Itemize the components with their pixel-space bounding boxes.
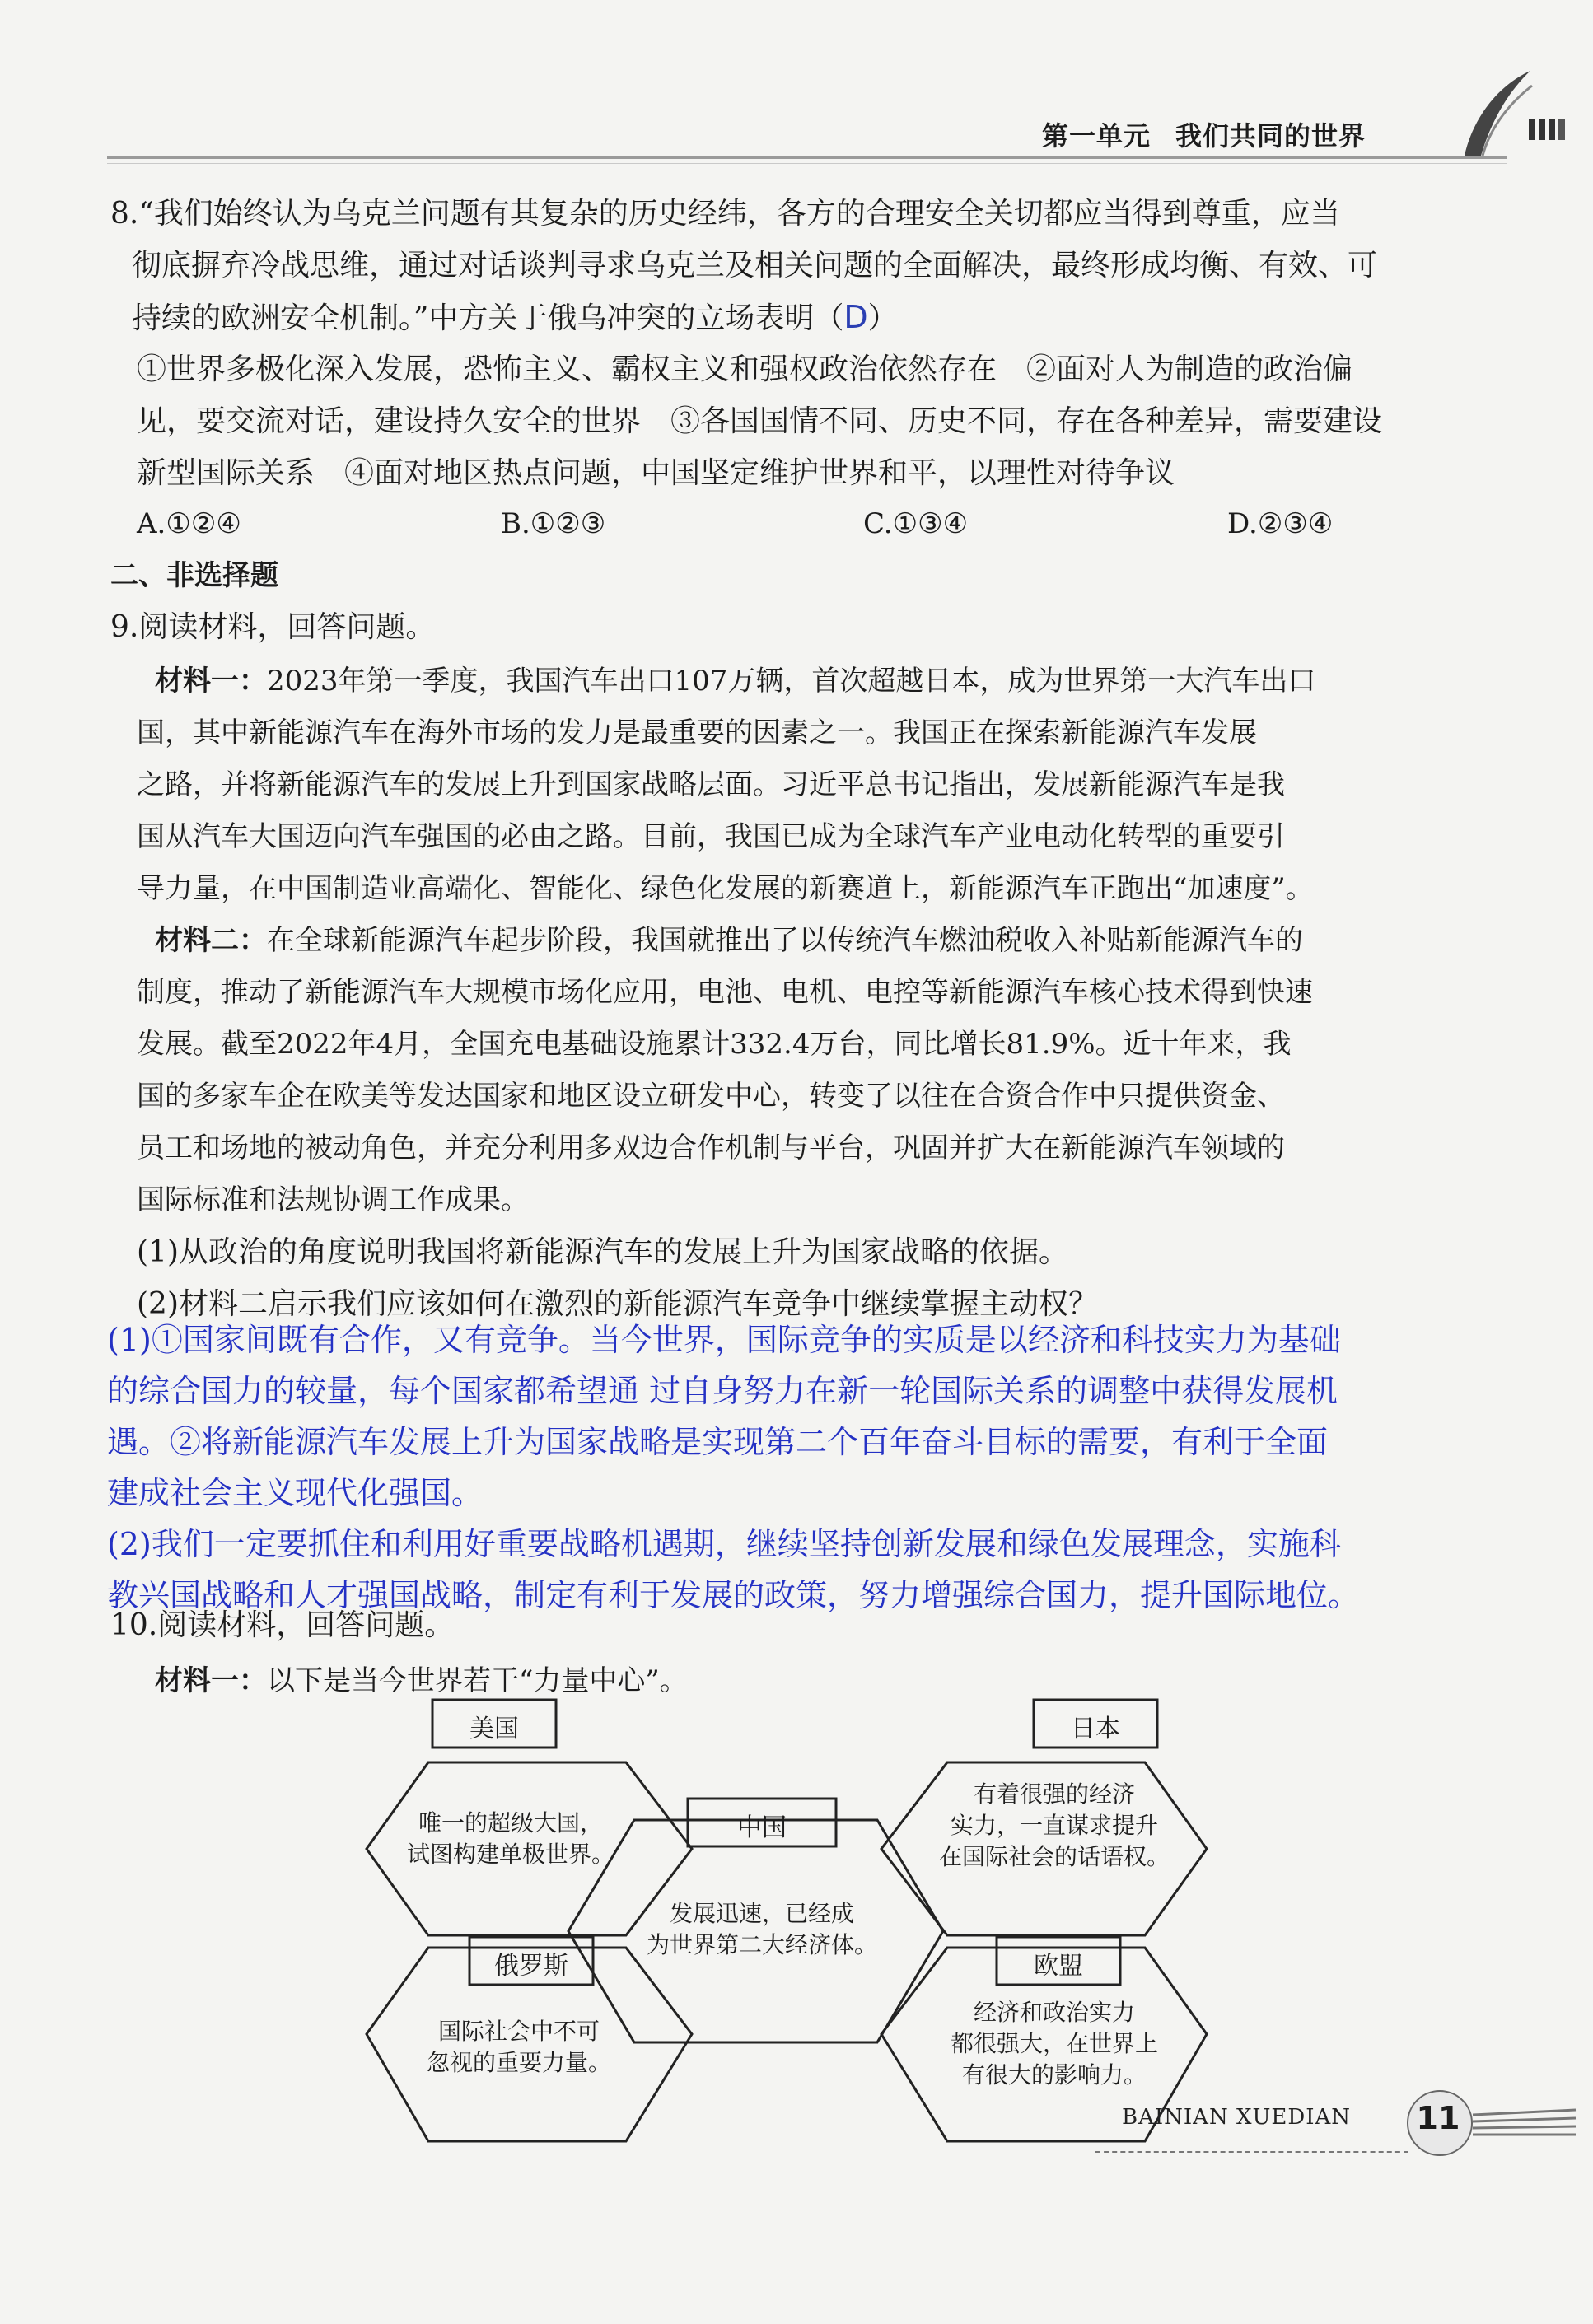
q9-material1-line2: 国，其中新能源汽车在海外市场的发力是最重要的因素之一。我国正在探索新能源汽车发展 [137,716,1257,749]
eu-desc-line2: 都很强大，在世界上 [950,2030,1158,2057]
q9-material2-line3: 发展。截至2022年4月，全国充电基础设施累计332.4万台，同比增长81.9%。近十年来，我 [137,1028,1292,1061]
q9-answer-line1: (1)①国家间既有合作，又有竞争。当今世界，国际竞争的实质是以经济和科技实力为基础 [107,1322,1341,1358]
q8-choice-a: A.①②④ [137,507,241,540]
russia-label: 俄罗斯 [494,1952,568,1981]
q8-option-line1: ①世界多极化深入发展，恐怖主义、霸权主义和强权政治依然存在 ②面对人为制造的政治偏 [137,352,1353,386]
unit-title [1042,115,1366,153]
header-rule-thin [107,163,1507,164]
unit-number: 第一单元 [1042,120,1152,152]
q8-stem-line1: 8.“我们始终认为乌克兰问题有其复杂的历史经纬，各方的合理安全关切都应当得到尊重，应当 [110,197,1340,231]
q9-answer-line6: 教兴国战略和人才强国战略，制定有利于发展的政策，努力增强综合国力，提升国际地位。 [107,1577,1360,1613]
russia-desc-line1: 国际社会中不可 [437,2018,600,2045]
q8-stem-line3-text: 持续的欧洲安全机制。”中方关于俄乌冲突的立场表明（ [132,301,844,335]
china-label: 中国 [737,1813,787,1842]
q9-material1-line5: 导力量，在中国制造业高端化、智能化、绿色化发展的新赛道上，新能源汽车正跑出“加速度”。 [137,872,1314,905]
usa-desc-line1: 唯一的超级大国， [418,1809,603,1836]
q8-choice-d: D.②③④ [1227,507,1334,540]
usa-desc-line2: 试图构建单极世界。 [406,1841,614,1868]
q9-answer-line4: 建成社会主义现代化强国。 [107,1475,484,1511]
q10-material1-label: 材料一： [155,1664,267,1697]
q8-option-line2: 见，要交流对话，建设持久安全的世界 ③各国国情不同、历史不同，存在各种差异，需要建设 [137,404,1383,438]
q9-material2-text1: 在全球新能源汽车起步阶段，我国就推出了以传统汽车燃油税收入补贴新能源汽车的 [267,924,1303,957]
q10-title: 10.阅读材料，回答问题。 [110,1608,455,1642]
footer-brand: BAINIAN XUEDIAN [1122,2105,1352,2130]
q9-subquestion2: (2)材料二启示我们应该如何在激烈的新能源汽车竞争中继续掌握主动权？ [137,1287,1098,1321]
page-footer [1095,2075,1590,2182]
section-heading: 二、非选择题 [110,559,278,592]
q9-material2-line6: 国际标准和法规协调工作成果。 [137,1183,529,1216]
q8-stem-line3 [132,292,898,344]
q9-material2-line4: 国的多家车企在欧美等发达国家和地区设立研发中心，转变了以往在合资合作中只提供资金、 [137,1080,1285,1113]
q9-answer-line3: 遇。②将新能源汽车发展上升为国家战略是实现第二个百年奋斗目标的需要，有利于全面 [107,1424,1329,1460]
q9-material1-line4: 国从汽车大国迈向汽车强国的必由之路。目前，我国已成为全球汽车产业电动化转型的重要引 [137,820,1285,853]
q9-material1-line3: 之路，并将新能源汽车的发展上升到国家战略层面。习近平总书记指出，发展新能源汽车是我 [137,768,1285,801]
page-header [107,97,1581,188]
china-desc-line1: 发展迅速，已经成 [669,1900,854,1927]
eu-label: 欧盟 [1034,1952,1083,1981]
q9-material2-line2: 制度，推动了新能源汽车大规模市场化应用，电池、电机、电控等新能源汽车核心技术得到快速 [137,976,1313,1009]
russia-desc-line2: 忽视的重要力量。 [426,2049,611,2076]
q9-title: 9.阅读材料，回答问题。 [110,610,436,644]
q8-choice-b: B.①②③ [501,507,606,540]
usa-label: 美国 [469,1715,519,1743]
q10-material1-text: 以下是当今世界若干“力量中心”。 [267,1664,688,1697]
q8-close-paren: ） [867,301,898,335]
q9-answer-line5: (2)我们一定要抓住和利用好重要战略机遇期，继续坚持创新发展和绿色发展理念，实施科 [107,1526,1341,1562]
page-number: 11 [1416,2100,1460,2136]
q8-option-line3: 新型国际关系 ④面对地区热点问题，中国坚定维护世界和平，以理性对待争议 [137,456,1175,490]
q9-material2-line1 [155,915,1303,967]
q9-material1-line1 [155,656,1315,707]
q9-material2-line5: 员工和场地的被动角色，并充分利用多双边合作机制与平台，巩固并扩大在新能源汽车领域的 [137,1132,1285,1164]
unit-name: 我们共同的世界 [1175,120,1366,152]
q8-stem-line2: 彻底摒弃冷战思维，通过对话谈判寻求乌克兰及相关问题的全面解决，最终形成均衡、有效、可 [132,249,1378,282]
footer-dash-rule [1095,2151,1408,2153]
china-desc-line2: 为世界第二大经济体。 [646,1931,877,1958]
japan-desc-line2: 实力，一直谋求提升 [950,1812,1158,1839]
header-rule [107,156,1507,159]
q9-answer-line2: 的综合国力的较量，每个国家都希望通 过自身努力在新一轮国际关系的调整中获得发展机 [107,1373,1338,1409]
q9-material1-label: 材料一： [155,665,267,698]
q8-answer: D [843,299,868,335]
japan-desc-line1: 有着很强的经济 [973,1780,1135,1808]
book-logo-icon [1440,69,1572,160]
q9-subquestion1: (1)从政治的角度说明我国将新能源汽车的发展上升为国家战略的依据。 [137,1235,1068,1269]
japan-label: 日本 [1071,1715,1120,1743]
eu-desc-line1: 经济和政治实力 [973,1999,1135,2026]
footer-stripes-icon [1473,2108,1580,2141]
eu-desc-line3: 有很大的影响力。 [961,2061,1147,2088]
q8-choice-c: C.①③④ [863,507,969,540]
power-centers-diagram [362,1696,1211,2158]
q9-material1-text1: 2023年第一季度，我国汽车出口107万辆，首次超越日本，成为世界第一大汽车出口 [267,665,1316,698]
japan-desc-line3: 在国际社会的话语权。 [938,1843,1170,1870]
q9-material2-label: 材料二： [155,924,267,957]
